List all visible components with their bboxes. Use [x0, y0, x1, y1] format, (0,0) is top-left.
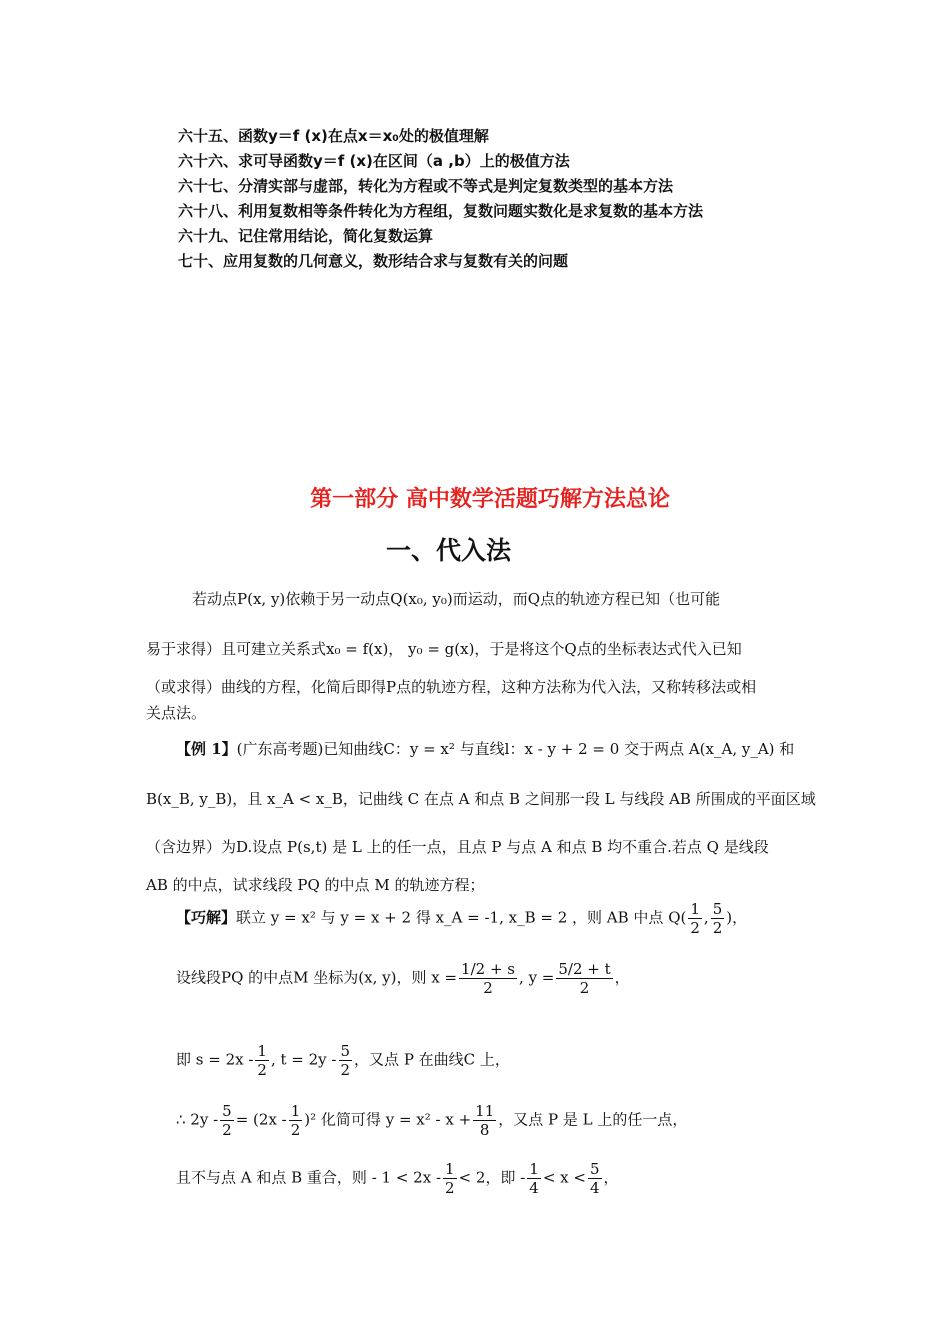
solution-line-4 — [176, 1102, 687, 1139]
part-title: 第一部分 高中数学活题巧解方法总论 — [310, 487, 670, 512]
toc-item: 七十、应用复数的几何意义，数形结合求与复数有关的问题 — [178, 252, 569, 270]
example-line-1 — [176, 738, 794, 759]
fraction — [459, 960, 517, 997]
toc-item: 六十七、分清实部与虚部，转化为方程或不等式是判定复数类型的基本方法 — [178, 177, 674, 195]
fraction-denominator: 2 — [690, 919, 700, 937]
fraction — [688, 900, 702, 937]
fraction-numerator: 5 — [222, 1102, 232, 1120]
fraction-numerator: 5 — [712, 900, 723, 918]
fraction-numerator: 1 — [257, 1042, 267, 1060]
fraction-denominator: 2 — [579, 979, 590, 997]
example-tag: 【例 1】 — [176, 740, 237, 758]
solution-line-1: 【巧解】联立 y = x² 与 y = x + 2 得 x_A = -1, x_B = 2 ，则 AB 中点 Q( $\frac{1}{2}$ , $\frac{5}{2}$ )， — [176, 900, 748, 937]
solution-text: ， — [603, 1168, 619, 1187]
equation-lhs: x = — [431, 968, 458, 987]
fraction-denominator: 2 — [340, 1061, 351, 1079]
fraction-numerator: 5 — [340, 1042, 351, 1060]
solution-text: )， — [726, 908, 748, 927]
fraction-denominator: 2 — [222, 1121, 232, 1139]
solution-text: ∴ 2y - — [176, 1110, 219, 1129]
solution-text: 联立 y = x² 与 y = x + 2 得 x_A = -1, x_B = 2 ，则 AB 中点 Q( — [236, 908, 687, 927]
solution-text: 且不与点 A 和点 B 重合，则 - 1 < 2x - — [176, 1168, 442, 1187]
fraction-numerator: 1/2 + s — [461, 960, 515, 978]
solution-text: )² 化简可得 y = x² - x + — [304, 1110, 472, 1129]
example-line-3: （含边界）为D.设点 P(s,t) 是 L 上的任一点，且点 P 与点 A 和点 B 均不重合.若点 Q 是线段 — [146, 838, 769, 856]
solution-text: ，又点 P 在曲线C 上， — [354, 1050, 510, 1069]
example-line-2: B(x_B, y_B)，且 x_A < x_B，记曲线 C 在点 A 和点 B 之间那一段 L 与线段 AB 所围成的平面区域 — [146, 790, 816, 808]
example-line-4: AB 的中点，试求线段 PQ 的中点 M 的轨迹方程； — [146, 876, 485, 894]
toc-item: 六十八、利用复数相等条件转化为方程组，复数问题实数化是求复数的基本方法 — [178, 202, 704, 220]
fraction-denominator: 2 — [712, 919, 723, 937]
solution-tag: 【巧解】 — [176, 908, 237, 927]
intro-line-3: （或求得）曲线的方程，化简后即得P点的轨迹方程，这种方法称为代入法，又称转移法或相 — [146, 678, 757, 696]
fraction-denominator: 2 — [257, 1061, 267, 1079]
fraction-numerator: 1 — [529, 1160, 539, 1178]
fraction-denominator: 2 — [445, 1179, 455, 1197]
fraction-denominator: 4 — [589, 1179, 600, 1197]
solution-text: < 2，即 - — [458, 1168, 526, 1187]
fraction — [527, 1160, 541, 1197]
fraction — [339, 1042, 353, 1079]
toc-item: 六十五、函数y＝f (x)在点x＝x₀处的极值理解 — [178, 127, 489, 145]
solution-text: , — [519, 968, 524, 987]
solution-text: < x < — [542, 1168, 586, 1187]
fraction-numerator: 11 — [475, 1102, 495, 1120]
fraction — [588, 1160, 602, 1197]
solution-text: = (2x - — [235, 1110, 287, 1129]
fraction — [255, 1042, 269, 1079]
fraction-denominator: 2 — [290, 1121, 301, 1139]
fraction — [443, 1160, 457, 1197]
fraction — [220, 1102, 234, 1139]
fraction-numerator: 1 — [290, 1102, 301, 1120]
intro-line-1: 若动点P(x, y)依赖于另一动点Q(x₀, y₀)而运动，而Q点的轨迹方程已知（也可能 — [192, 590, 721, 608]
solution-line-2 — [176, 960, 630, 997]
fraction — [289, 1102, 303, 1139]
fraction-numerator: 5/2 + t — [558, 960, 611, 978]
example-text: (广东高考题)已知曲线C：y = x² 与直线l：x - y + 2 = 0 交于两点 A(x_A, y_A) 和 — [236, 740, 795, 758]
solution-line-5 — [176, 1160, 619, 1197]
fraction-denominator: 8 — [479, 1121, 490, 1139]
solution-line-3 — [176, 1042, 510, 1079]
fraction — [473, 1102, 496, 1139]
toc-item: 六十六、求可导函数y＝f (x)在区间（a ,b）上的极值方法 — [178, 152, 570, 170]
intro-line-2: 易于求得）且可建立关系式x₀ = f(x)， y₀ = g(x)，于是将这个Q点的坐标表达式代入已知 — [146, 640, 742, 658]
solution-text: 设线段PQ 的中点M 坐标为(x, y)，则 — [176, 968, 427, 987]
toc-item: 六十九、记住常用结论，简化复数运算 — [178, 227, 434, 245]
fraction — [711, 900, 725, 937]
table-of-contents — [178, 124, 703, 274]
fraction-numerator: 5 — [589, 1160, 600, 1178]
section-title: 一、代入法 — [386, 536, 512, 565]
solution-text: 即 s = 2x - — [176, 1050, 254, 1069]
fraction-numerator: 1 — [690, 900, 700, 918]
solution-text: , t = 2y - — [270, 1050, 337, 1069]
fraction — [556, 960, 612, 997]
solution-text: ， — [614, 968, 630, 987]
fraction-denominator: 4 — [529, 1179, 539, 1197]
solution-text: ，又点 P 是 L 上的任一点， — [498, 1110, 688, 1129]
fraction-denominator: 2 — [483, 979, 493, 997]
intro-line-4: 关点法。 — [146, 704, 207, 722]
equation-lhs: y = — [528, 968, 555, 987]
fraction-numerator: 1 — [445, 1160, 455, 1178]
